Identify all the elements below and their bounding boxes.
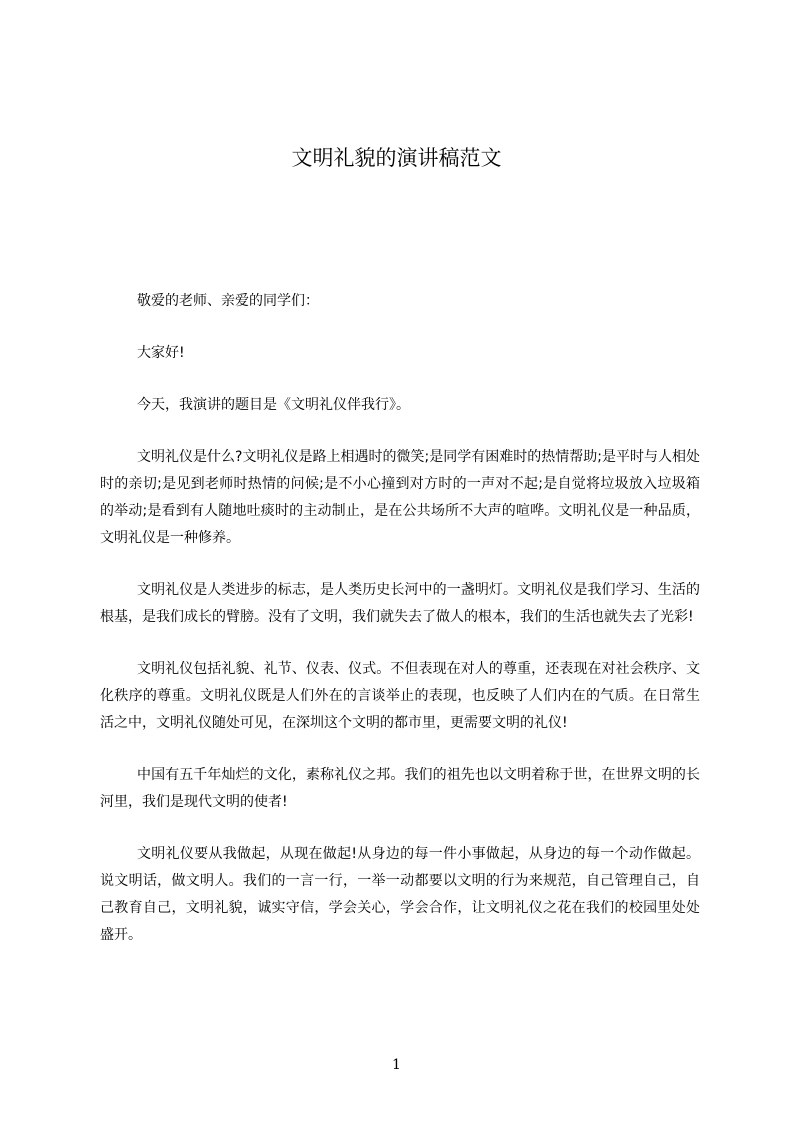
body-paragraph: 文明礼仪是人类进步的标志，是人类历史长河中的一盏明灯。文明礼仪是我们学习、生活的根基，是我们成长的臂膀。没有了文明，我们就失去了做人的根本，我们的生活也就失去了光彩! bbox=[100, 582, 700, 625]
greeting-paragraph: 大家好! bbox=[137, 345, 185, 361]
topic-paragraph: 今天，我演讲的题目是《文明礼仪伴我行》。 bbox=[137, 397, 410, 413]
body-paragraph: 文明礼仪是什么?文明礼仪是路上相遇时的微笑;是同学有困难时的热情帮助;是平时与人相处时的亲切;是见到老师时热情的问候;是不小心撞到对方时的一声对不起;是自觉将垃圾放入垃圾箱的举动;是看到有人随地吐痰时的主动制止，是在公共场所不大声的喧哗。文明礼仪是一种品质，文明礼仪是一种修养。 bbox=[100, 449, 700, 546]
document-body bbox=[100, 288, 700, 974]
salutation-paragraph: 敬爱的老师、亲爱的同学们： bbox=[137, 293, 319, 309]
page-number: 1 bbox=[392, 1057, 401, 1073]
body-paragraph: 文明礼仪包括礼貌、礼节、仪表、仪式。不但表现在对人的尊重，还表现在对社会秩序、文化秩序的尊重。文明礼仪既是人们外在的言谈举止的表现，也反映了人们内在的气质。在日常生活之中，文明礼仪随处可见，在深圳这个文明的都市里，更需要文明的礼仪! bbox=[100, 661, 700, 731]
document-title: 文明礼貌的演讲稿范文 bbox=[291, 146, 502, 170]
body-paragraph: 文明礼仪要从我做起，从现在做起!从身边的每一件小事做起，从身边的每一个动作做起。说文明话，做文明人。我们的一言一行，一举一动都要以文明的行为来规范，自己管理自己，自己教育自己，文明礼貌，诚实守信，学会关心，学会合作，让文明礼仪之花在我们的校园里处处盛开。 bbox=[100, 846, 700, 943]
body-paragraph: 中国有五千年灿烂的文化，素称礼仪之邦。我们的祖先也以文明着称于世，在世界文明的长河里，我们是现代文明的使者! bbox=[100, 767, 700, 810]
